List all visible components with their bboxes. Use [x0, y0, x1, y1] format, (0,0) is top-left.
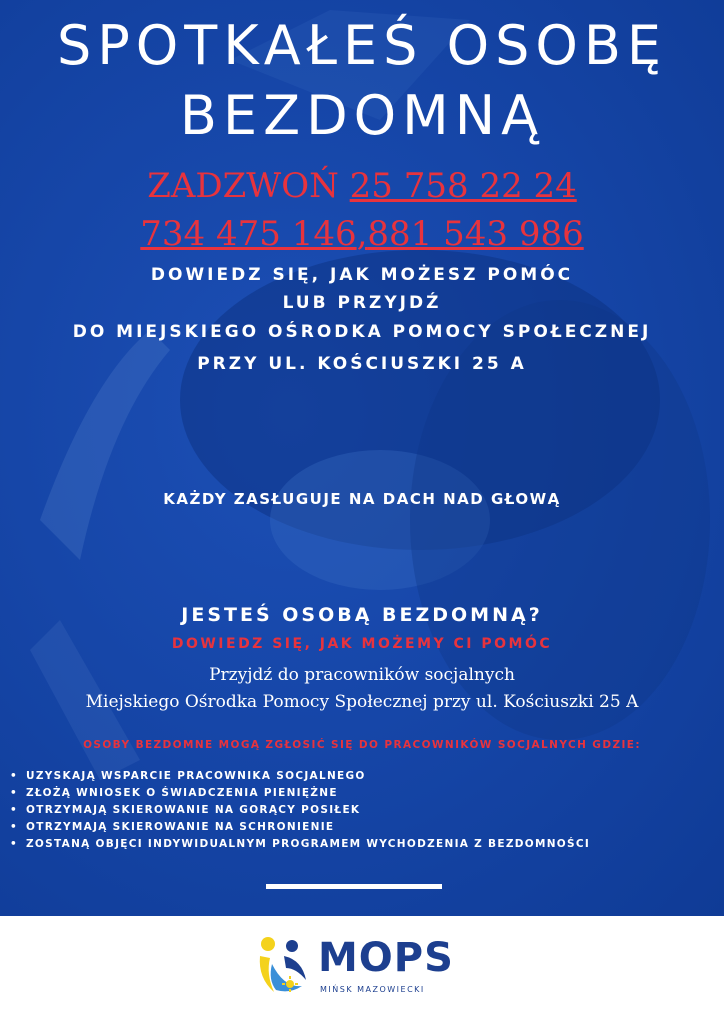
info-line-2: LUB PRZYJDŹ — [282, 293, 442, 313]
benefits-list — [10, 768, 590, 853]
divider-line — [266, 884, 442, 889]
list-item: • ZŁOŻĄ WNIOSEK O ŚWIADCZENIA PIENIĘŻNE — [10, 785, 590, 802]
phone-link-3[interactable]: 881 543 986 — [367, 214, 584, 254]
info-line-1: DOWIEDZ SIĘ, JAK MOŻESZ POMÓC — [150, 265, 574, 285]
info-line-4: PRZY UL. KOŚCIUSZKI 25 A — [197, 354, 527, 374]
call-prefix: ZADZWOŃ — [147, 166, 350, 206]
footer — [0, 916, 724, 1024]
list-item: • OTRZYMAJĄ SKIEROWANIE NA SCHRONIENIE — [10, 819, 590, 836]
list-item: • ZOSTANĄ OBJĘCI INDYWIDUALNYM PROGRAMEM WYCHODZENIA Z BEZDOMNOŚCI — [10, 836, 590, 853]
help-subheading: DOWIEDZ SIĘ, JAK MOŻEMY CI POMÓC — [171, 636, 553, 652]
visit-line-1: Przyjdź do pracowników socjalnych — [209, 665, 515, 685]
phone-separator: , — [356, 214, 368, 254]
headline-line-1: SPOTKAŁEŚ OSOBĘ — [56, 14, 668, 77]
call-line — [0, 166, 724, 206]
phone-link-2[interactable]: 734 475 146 — [140, 214, 357, 254]
family-sun-icon — [256, 934, 312, 998]
info-line-3: DO MIEJSKIEGO OŚRODKA POMOCY SPOŁECZNEJ — [72, 322, 652, 342]
headline-line-2: BEZDOMNĄ — [179, 84, 545, 147]
list-item: • OTRZYMAJĄ SKIEROWANIE NA GORĄCY POSIŁEK — [10, 802, 590, 819]
slogan: KAŻDY ZASŁUGUJE NA DACH NAD GŁOWĄ — [163, 490, 561, 508]
list-item: • UZYSKAJĄ WSPARCIE PRACOWNIKA SOCJALNEGO — [10, 768, 590, 785]
question-heading: JESTEŚ OSOBĄ BEZDOMNĄ? — [181, 604, 543, 626]
visit-line-2: Miejskiego Ośrodka Pomocy Społecznej przy ul. Kościuszki 25 A — [85, 692, 639, 712]
list-lead: OSOBY BEZDOMNE MOGĄ ZGŁOSIĆ SIĘ DO PRACOWNIKÓW SOCJALNYCH GDZIE: — [83, 739, 641, 751]
phone-link-1[interactable]: 25 758 22 24 — [349, 166, 577, 206]
phone-numbers-line — [0, 214, 724, 254]
logo-city: MIŃSK MAZOWIECKI — [320, 985, 425, 994]
logo-name: MOPS — [318, 935, 454, 981]
